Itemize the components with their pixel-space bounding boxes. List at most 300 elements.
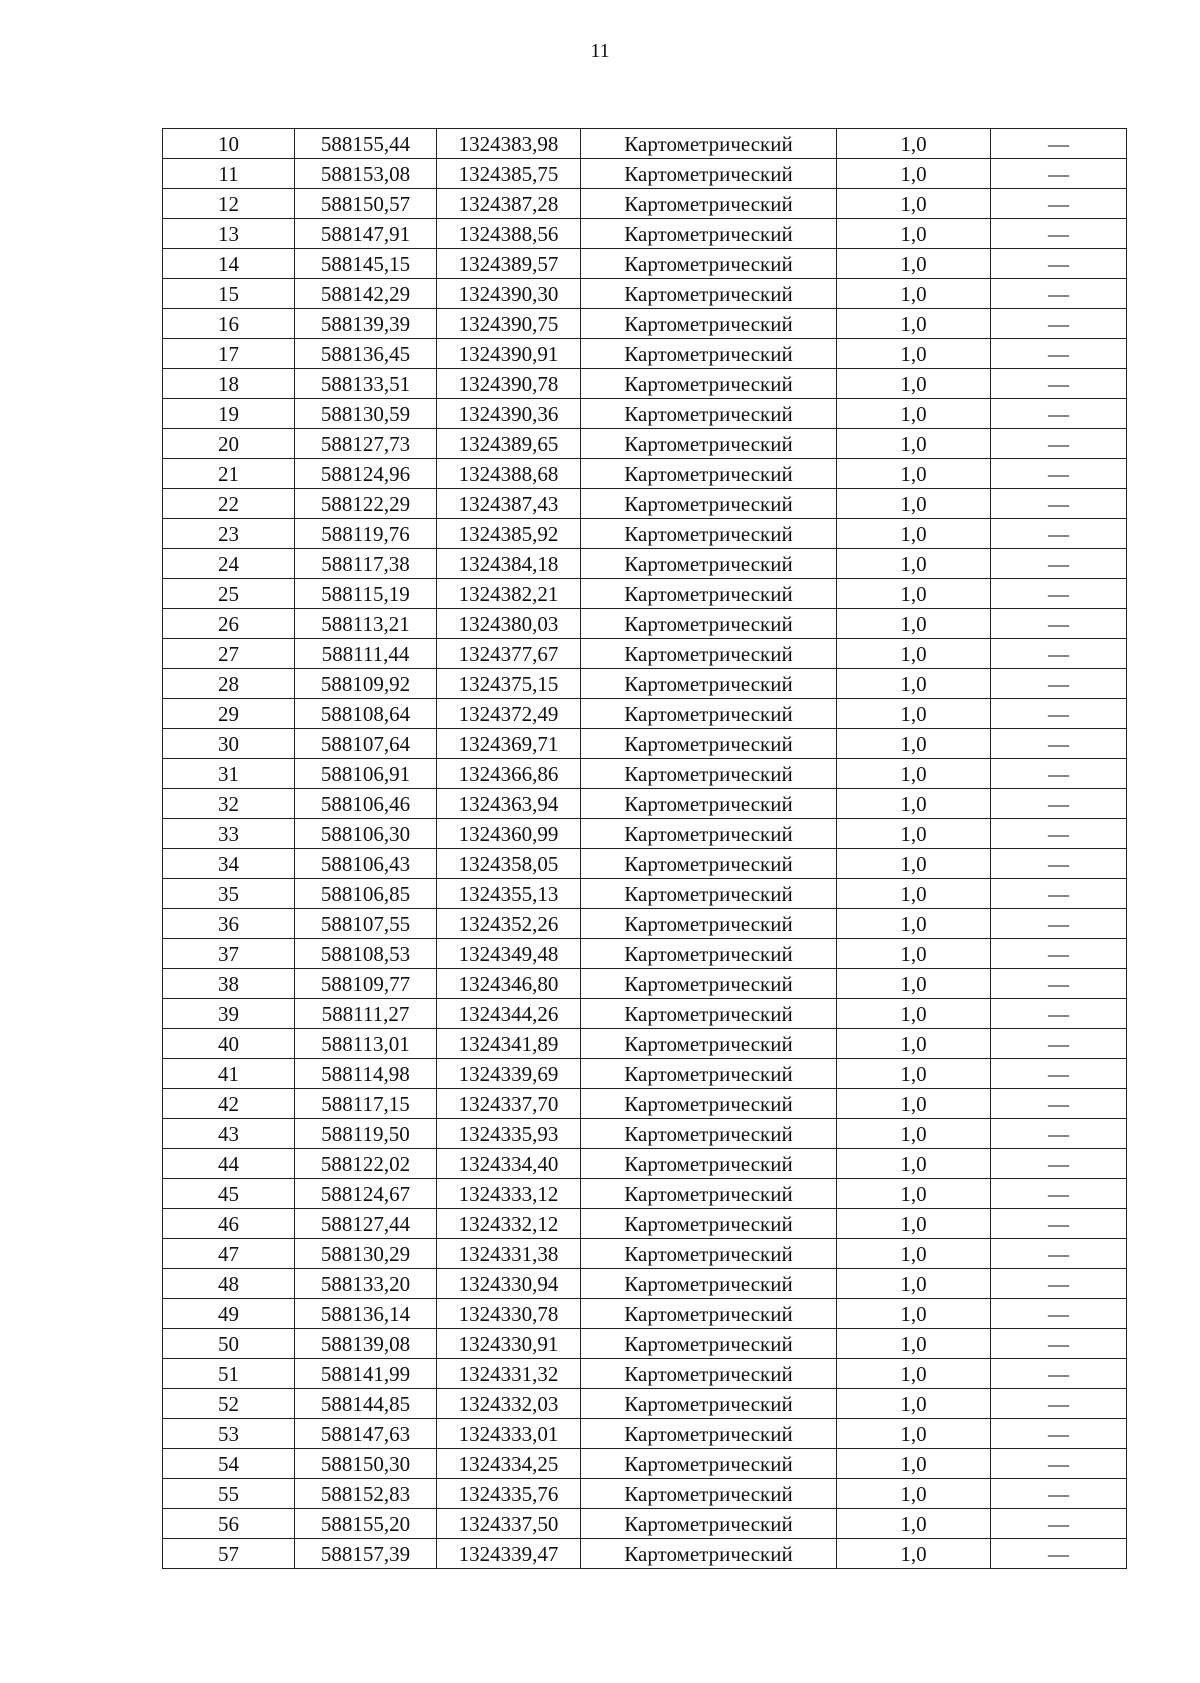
x-coordinate-cell: 588153,08 — [295, 159, 437, 189]
x-coordinate-cell: 588106,30 — [295, 819, 437, 849]
point-number-cell: 50 — [163, 1329, 295, 1359]
method-cell: Картометрический — [581, 219, 837, 249]
table-row — [163, 1149, 1127, 1179]
table-row — [163, 759, 1127, 789]
note-cell: — — [991, 639, 1127, 669]
note-cell: — — [991, 309, 1127, 339]
x-coordinate-cell: 588109,92 — [295, 669, 437, 699]
y-coordinate-cell: 1324339,47 — [437, 1539, 581, 1569]
accuracy-cell: 1,0 — [837, 159, 991, 189]
method-cell: Картометрический — [581, 1119, 837, 1149]
note-cell: — — [991, 1239, 1127, 1269]
y-coordinate-cell: 1324358,05 — [437, 849, 581, 879]
x-coordinate-cell: 588124,67 — [295, 1179, 437, 1209]
x-coordinate-cell: 588147,91 — [295, 219, 437, 249]
point-number-cell: 49 — [163, 1299, 295, 1329]
method-cell: Картометрический — [581, 1449, 837, 1479]
x-coordinate-cell: 588150,57 — [295, 189, 437, 219]
point-number-cell: 41 — [163, 1059, 295, 1089]
y-coordinate-cell: 1324363,94 — [437, 789, 581, 819]
point-number-cell: 16 — [163, 309, 295, 339]
table-row — [163, 1089, 1127, 1119]
x-coordinate-cell: 588145,15 — [295, 249, 437, 279]
x-coordinate-cell: 588106,85 — [295, 879, 437, 909]
point-number-cell: 25 — [163, 579, 295, 609]
method-cell: Картометрический — [581, 1059, 837, 1089]
y-coordinate-cell: 1324390,30 — [437, 279, 581, 309]
note-cell: — — [991, 339, 1127, 369]
y-coordinate-cell: 1324390,75 — [437, 309, 581, 339]
note-cell: — — [991, 489, 1127, 519]
note-cell: — — [991, 669, 1127, 699]
accuracy-cell: 1,0 — [837, 699, 991, 729]
table-row — [163, 1239, 1127, 1269]
note-cell: — — [991, 1389, 1127, 1419]
coordinates-table — [162, 128, 1127, 1569]
table-row — [163, 339, 1127, 369]
x-coordinate-cell: 588127,44 — [295, 1209, 437, 1239]
accuracy-cell: 1,0 — [837, 1149, 991, 1179]
y-coordinate-cell: 1324341,89 — [437, 1029, 581, 1059]
table-row — [163, 459, 1127, 489]
note-cell: — — [991, 1299, 1127, 1329]
method-cell: Картометрический — [581, 1419, 837, 1449]
table-row — [163, 1179, 1127, 1209]
point-number-cell: 12 — [163, 189, 295, 219]
accuracy-cell: 1,0 — [837, 1329, 991, 1359]
method-cell: Картометрический — [581, 1029, 837, 1059]
note-cell: — — [991, 939, 1127, 969]
accuracy-cell: 1,0 — [837, 1479, 991, 1509]
table-row — [163, 219, 1127, 249]
accuracy-cell: 1,0 — [837, 309, 991, 339]
method-cell: Картометрический — [581, 849, 837, 879]
table-row — [163, 729, 1127, 759]
table-row — [163, 1509, 1127, 1539]
method-cell: Картометрический — [581, 129, 837, 159]
point-number-cell: 13 — [163, 219, 295, 249]
x-coordinate-cell: 588119,50 — [295, 1119, 437, 1149]
point-number-cell: 56 — [163, 1509, 295, 1539]
y-coordinate-cell: 1324355,13 — [437, 879, 581, 909]
note-cell: — — [991, 549, 1127, 579]
method-cell: Картометрический — [581, 759, 837, 789]
accuracy-cell: 1,0 — [837, 969, 991, 999]
method-cell: Картометрический — [581, 249, 837, 279]
method-cell: Картометрический — [581, 1479, 837, 1509]
y-coordinate-cell: 1324388,68 — [437, 459, 581, 489]
y-coordinate-cell: 1324330,91 — [437, 1329, 581, 1359]
note-cell: — — [991, 249, 1127, 279]
method-cell: Картометрический — [581, 1269, 837, 1299]
method-cell: Картометрический — [581, 489, 837, 519]
point-number-cell: 39 — [163, 999, 295, 1029]
table-row — [163, 879, 1127, 909]
x-coordinate-cell: 588124,96 — [295, 459, 437, 489]
y-coordinate-cell: 1324389,65 — [437, 429, 581, 459]
note-cell: — — [991, 969, 1127, 999]
accuracy-cell: 1,0 — [837, 669, 991, 699]
page-number: 11 — [590, 40, 610, 62]
note-cell: — — [991, 579, 1127, 609]
x-coordinate-cell: 588127,73 — [295, 429, 437, 459]
note-cell: — — [991, 1509, 1127, 1539]
method-cell: Картометрический — [581, 189, 837, 219]
table-row — [163, 669, 1127, 699]
y-coordinate-cell: 1324330,78 — [437, 1299, 581, 1329]
y-coordinate-cell: 1324331,32 — [437, 1359, 581, 1389]
x-coordinate-cell: 588147,63 — [295, 1419, 437, 1449]
accuracy-cell: 1,0 — [837, 909, 991, 939]
note-cell: — — [991, 819, 1127, 849]
point-number-cell: 18 — [163, 369, 295, 399]
y-coordinate-cell: 1324332,03 — [437, 1389, 581, 1419]
point-number-cell: 14 — [163, 249, 295, 279]
accuracy-cell: 1,0 — [837, 399, 991, 429]
x-coordinate-cell: 588107,55 — [295, 909, 437, 939]
point-number-cell: 38 — [163, 969, 295, 999]
x-coordinate-cell: 588142,29 — [295, 279, 437, 309]
method-cell: Картометрический — [581, 789, 837, 819]
accuracy-cell: 1,0 — [837, 1509, 991, 1539]
point-number-cell: 31 — [163, 759, 295, 789]
point-number-cell: 17 — [163, 339, 295, 369]
table-row — [163, 969, 1127, 999]
y-coordinate-cell: 1324335,93 — [437, 1119, 581, 1149]
accuracy-cell: 1,0 — [837, 129, 991, 159]
accuracy-cell: 1,0 — [837, 819, 991, 849]
table-row — [163, 1389, 1127, 1419]
y-coordinate-cell: 1324337,70 — [437, 1089, 581, 1119]
accuracy-cell: 1,0 — [837, 489, 991, 519]
table-row — [163, 429, 1127, 459]
accuracy-cell: 1,0 — [837, 1089, 991, 1119]
point-number-cell: 43 — [163, 1119, 295, 1149]
table-row — [163, 1269, 1127, 1299]
point-number-cell: 52 — [163, 1389, 295, 1419]
point-number-cell: 55 — [163, 1479, 295, 1509]
table-row — [163, 1479, 1127, 1509]
y-coordinate-cell: 1324382,21 — [437, 579, 581, 609]
method-cell: Картометрический — [581, 1209, 837, 1239]
y-coordinate-cell: 1324360,99 — [437, 819, 581, 849]
point-number-cell: 33 — [163, 819, 295, 849]
x-coordinate-cell: 588139,39 — [295, 309, 437, 339]
y-coordinate-cell: 1324344,26 — [437, 999, 581, 1029]
point-number-cell: 23 — [163, 519, 295, 549]
table-row — [163, 1029, 1127, 1059]
table-row — [163, 549, 1127, 579]
accuracy-cell: 1,0 — [837, 1209, 991, 1239]
note-cell: — — [991, 1179, 1127, 1209]
method-cell: Картометрический — [581, 399, 837, 429]
point-number-cell: 34 — [163, 849, 295, 879]
y-coordinate-cell: 1324387,28 — [437, 189, 581, 219]
y-coordinate-cell: 1324372,49 — [437, 699, 581, 729]
accuracy-cell: 1,0 — [837, 879, 991, 909]
y-coordinate-cell: 1324334,25 — [437, 1449, 581, 1479]
method-cell: Картометрический — [581, 1509, 837, 1539]
y-coordinate-cell: 1324337,50 — [437, 1509, 581, 1539]
y-coordinate-cell: 1324349,48 — [437, 939, 581, 969]
y-coordinate-cell: 1324334,40 — [437, 1149, 581, 1179]
point-number-cell: 53 — [163, 1419, 295, 1449]
table-row — [163, 1359, 1127, 1389]
x-coordinate-cell: 588155,20 — [295, 1509, 437, 1539]
y-coordinate-cell: 1324330,94 — [437, 1269, 581, 1299]
point-number-cell: 22 — [163, 489, 295, 519]
accuracy-cell: 1,0 — [837, 459, 991, 489]
accuracy-cell: 1,0 — [837, 1179, 991, 1209]
accuracy-cell: 1,0 — [837, 639, 991, 669]
method-cell: Картометрический — [581, 939, 837, 969]
note-cell: — — [991, 219, 1127, 249]
point-number-cell: 32 — [163, 789, 295, 819]
x-coordinate-cell: 588136,14 — [295, 1299, 437, 1329]
method-cell: Картометрический — [581, 159, 837, 189]
accuracy-cell: 1,0 — [837, 1539, 991, 1569]
y-coordinate-cell: 1324388,56 — [437, 219, 581, 249]
table-row — [163, 579, 1127, 609]
x-coordinate-cell: 588136,45 — [295, 339, 437, 369]
accuracy-cell: 1,0 — [837, 279, 991, 309]
x-coordinate-cell: 588119,76 — [295, 519, 437, 549]
y-coordinate-cell: 1324335,76 — [437, 1479, 581, 1509]
y-coordinate-cell: 1324369,71 — [437, 729, 581, 759]
method-cell: Картометрический — [581, 1389, 837, 1419]
note-cell: — — [991, 1029, 1127, 1059]
method-cell: Картометрический — [581, 429, 837, 459]
method-cell: Картометрический — [581, 1149, 837, 1179]
x-coordinate-cell: 588152,83 — [295, 1479, 437, 1509]
note-cell: — — [991, 729, 1127, 759]
accuracy-cell: 1,0 — [837, 579, 991, 609]
point-number-cell: 21 — [163, 459, 295, 489]
method-cell: Картометрический — [581, 339, 837, 369]
y-coordinate-cell: 1324332,12 — [437, 1209, 581, 1239]
x-coordinate-cell: 588122,29 — [295, 489, 437, 519]
accuracy-cell: 1,0 — [837, 759, 991, 789]
point-number-cell: 15 — [163, 279, 295, 309]
point-number-cell: 30 — [163, 729, 295, 759]
table-row — [163, 1419, 1127, 1449]
accuracy-cell: 1,0 — [837, 789, 991, 819]
method-cell: Картометрический — [581, 1539, 837, 1569]
method-cell: Картометрический — [581, 519, 837, 549]
note-cell: — — [991, 849, 1127, 879]
accuracy-cell: 1,0 — [837, 1419, 991, 1449]
note-cell: — — [991, 459, 1127, 489]
table-row — [163, 489, 1127, 519]
y-coordinate-cell: 1324375,15 — [437, 669, 581, 699]
x-coordinate-cell: 588150,30 — [295, 1449, 437, 1479]
method-cell: Картометрический — [581, 909, 837, 939]
method-cell: Картометрический — [581, 879, 837, 909]
accuracy-cell: 1,0 — [837, 729, 991, 759]
note-cell: — — [991, 609, 1127, 639]
accuracy-cell: 1,0 — [837, 249, 991, 279]
accuracy-cell: 1,0 — [837, 849, 991, 879]
x-coordinate-cell: 588157,39 — [295, 1539, 437, 1569]
method-cell: Картометрический — [581, 609, 837, 639]
table-row — [163, 129, 1127, 159]
x-coordinate-cell: 588106,91 — [295, 759, 437, 789]
note-cell: — — [991, 1539, 1127, 1569]
note-cell: — — [991, 189, 1127, 219]
accuracy-cell: 1,0 — [837, 1449, 991, 1479]
table-row — [163, 699, 1127, 729]
table-row — [163, 1449, 1127, 1479]
note-cell: — — [991, 1209, 1127, 1239]
note-cell: — — [991, 369, 1127, 399]
note-cell: — — [991, 1449, 1127, 1479]
method-cell: Картометрический — [581, 369, 837, 399]
method-cell: Картометрический — [581, 999, 837, 1029]
point-number-cell: 40 — [163, 1029, 295, 1059]
note-cell: — — [991, 909, 1127, 939]
point-number-cell: 10 — [163, 129, 295, 159]
method-cell: Картометрический — [581, 1329, 837, 1359]
x-coordinate-cell: 588108,64 — [295, 699, 437, 729]
accuracy-cell: 1,0 — [837, 1299, 991, 1329]
method-cell: Картометрический — [581, 549, 837, 579]
method-cell: Картометрический — [581, 819, 837, 849]
x-coordinate-cell: 588130,59 — [295, 399, 437, 429]
accuracy-cell: 1,0 — [837, 1359, 991, 1389]
point-number-cell: 26 — [163, 609, 295, 639]
y-coordinate-cell: 1324390,91 — [437, 339, 581, 369]
y-coordinate-cell: 1324377,67 — [437, 639, 581, 669]
accuracy-cell: 1,0 — [837, 609, 991, 639]
method-cell: Картометрический — [581, 669, 837, 699]
point-number-cell: 42 — [163, 1089, 295, 1119]
note-cell: — — [991, 1479, 1127, 1509]
y-coordinate-cell: 1324385,75 — [437, 159, 581, 189]
table-row — [163, 1119, 1127, 1149]
x-coordinate-cell: 588111,44 — [295, 639, 437, 669]
accuracy-cell: 1,0 — [837, 1269, 991, 1299]
table-row — [163, 1059, 1127, 1089]
table-row — [163, 819, 1127, 849]
x-coordinate-cell: 588106,46 — [295, 789, 437, 819]
point-number-cell: 51 — [163, 1359, 295, 1389]
point-number-cell: 37 — [163, 939, 295, 969]
x-coordinate-cell: 588133,51 — [295, 369, 437, 399]
table-row — [163, 999, 1127, 1029]
note-cell: — — [991, 1059, 1127, 1089]
x-coordinate-cell: 588115,19 — [295, 579, 437, 609]
x-coordinate-cell: 588130,29 — [295, 1239, 437, 1269]
x-coordinate-cell: 588108,53 — [295, 939, 437, 969]
point-number-cell: 19 — [163, 399, 295, 429]
x-coordinate-cell: 588139,08 — [295, 1329, 437, 1359]
x-coordinate-cell: 588122,02 — [295, 1149, 437, 1179]
method-cell: Картометрический — [581, 969, 837, 999]
point-number-cell: 11 — [163, 159, 295, 189]
point-number-cell: 57 — [163, 1539, 295, 1569]
note-cell: — — [991, 879, 1127, 909]
x-coordinate-cell: 588155,44 — [295, 129, 437, 159]
x-coordinate-cell: 588107,64 — [295, 729, 437, 759]
accuracy-cell: 1,0 — [837, 939, 991, 969]
y-coordinate-cell: 1324384,18 — [437, 549, 581, 579]
table-row — [163, 939, 1127, 969]
accuracy-cell: 1,0 — [837, 1389, 991, 1419]
point-number-cell: 48 — [163, 1269, 295, 1299]
y-coordinate-cell: 1324333,01 — [437, 1419, 581, 1449]
y-coordinate-cell: 1324390,36 — [437, 399, 581, 429]
note-cell: — — [991, 279, 1127, 309]
accuracy-cell: 1,0 — [837, 1059, 991, 1089]
table-row — [163, 189, 1127, 219]
accuracy-cell: 1,0 — [837, 339, 991, 369]
note-cell: — — [991, 759, 1127, 789]
x-coordinate-cell: 588109,77 — [295, 969, 437, 999]
accuracy-cell: 1,0 — [837, 189, 991, 219]
x-coordinate-cell: 588117,15 — [295, 1089, 437, 1119]
x-coordinate-cell: 588117,38 — [295, 549, 437, 579]
y-coordinate-cell: 1324383,98 — [437, 129, 581, 159]
y-coordinate-cell: 1324385,92 — [437, 519, 581, 549]
x-coordinate-cell: 588133,20 — [295, 1269, 437, 1299]
point-number-cell: 27 — [163, 639, 295, 669]
note-cell: — — [991, 699, 1127, 729]
note-cell: — — [991, 1269, 1127, 1299]
method-cell: Картометрический — [581, 1299, 837, 1329]
note-cell: — — [991, 159, 1127, 189]
point-number-cell: 47 — [163, 1239, 295, 1269]
point-number-cell: 36 — [163, 909, 295, 939]
point-number-cell: 46 — [163, 1209, 295, 1239]
y-coordinate-cell: 1324333,12 — [437, 1179, 581, 1209]
y-coordinate-cell: 1324352,26 — [437, 909, 581, 939]
table-row — [163, 609, 1127, 639]
y-coordinate-cell: 1324339,69 — [437, 1059, 581, 1089]
method-cell: Картометрический — [581, 279, 837, 309]
x-coordinate-cell: 588113,21 — [295, 609, 437, 639]
table-row — [163, 399, 1127, 429]
x-coordinate-cell: 588114,98 — [295, 1059, 437, 1089]
accuracy-cell: 1,0 — [837, 549, 991, 579]
note-cell: — — [991, 1329, 1127, 1359]
point-number-cell: 45 — [163, 1179, 295, 1209]
accuracy-cell: 1,0 — [837, 999, 991, 1029]
x-coordinate-cell: 588111,27 — [295, 999, 437, 1029]
method-cell: Картометрический — [581, 729, 837, 759]
method-cell: Картометрический — [581, 699, 837, 729]
note-cell: — — [991, 999, 1127, 1029]
table-row — [163, 279, 1127, 309]
y-coordinate-cell: 1324390,78 — [437, 369, 581, 399]
point-number-cell: 35 — [163, 879, 295, 909]
method-cell: Картометрический — [581, 1089, 837, 1119]
table-row — [163, 249, 1127, 279]
table-row — [163, 309, 1127, 339]
method-cell: Картометрический — [581, 1179, 837, 1209]
note-cell: — — [991, 1119, 1127, 1149]
note-cell: — — [991, 1419, 1127, 1449]
note-cell: — — [991, 1359, 1127, 1389]
accuracy-cell: 1,0 — [837, 1029, 991, 1059]
method-cell: Картометрический — [581, 579, 837, 609]
note-cell: — — [991, 1089, 1127, 1119]
point-number-cell: 24 — [163, 549, 295, 579]
y-coordinate-cell: 1324389,57 — [437, 249, 581, 279]
x-coordinate-cell: 588106,43 — [295, 849, 437, 879]
method-cell: Картометрический — [581, 459, 837, 489]
note-cell: — — [991, 1149, 1127, 1179]
table-row — [163, 789, 1127, 819]
